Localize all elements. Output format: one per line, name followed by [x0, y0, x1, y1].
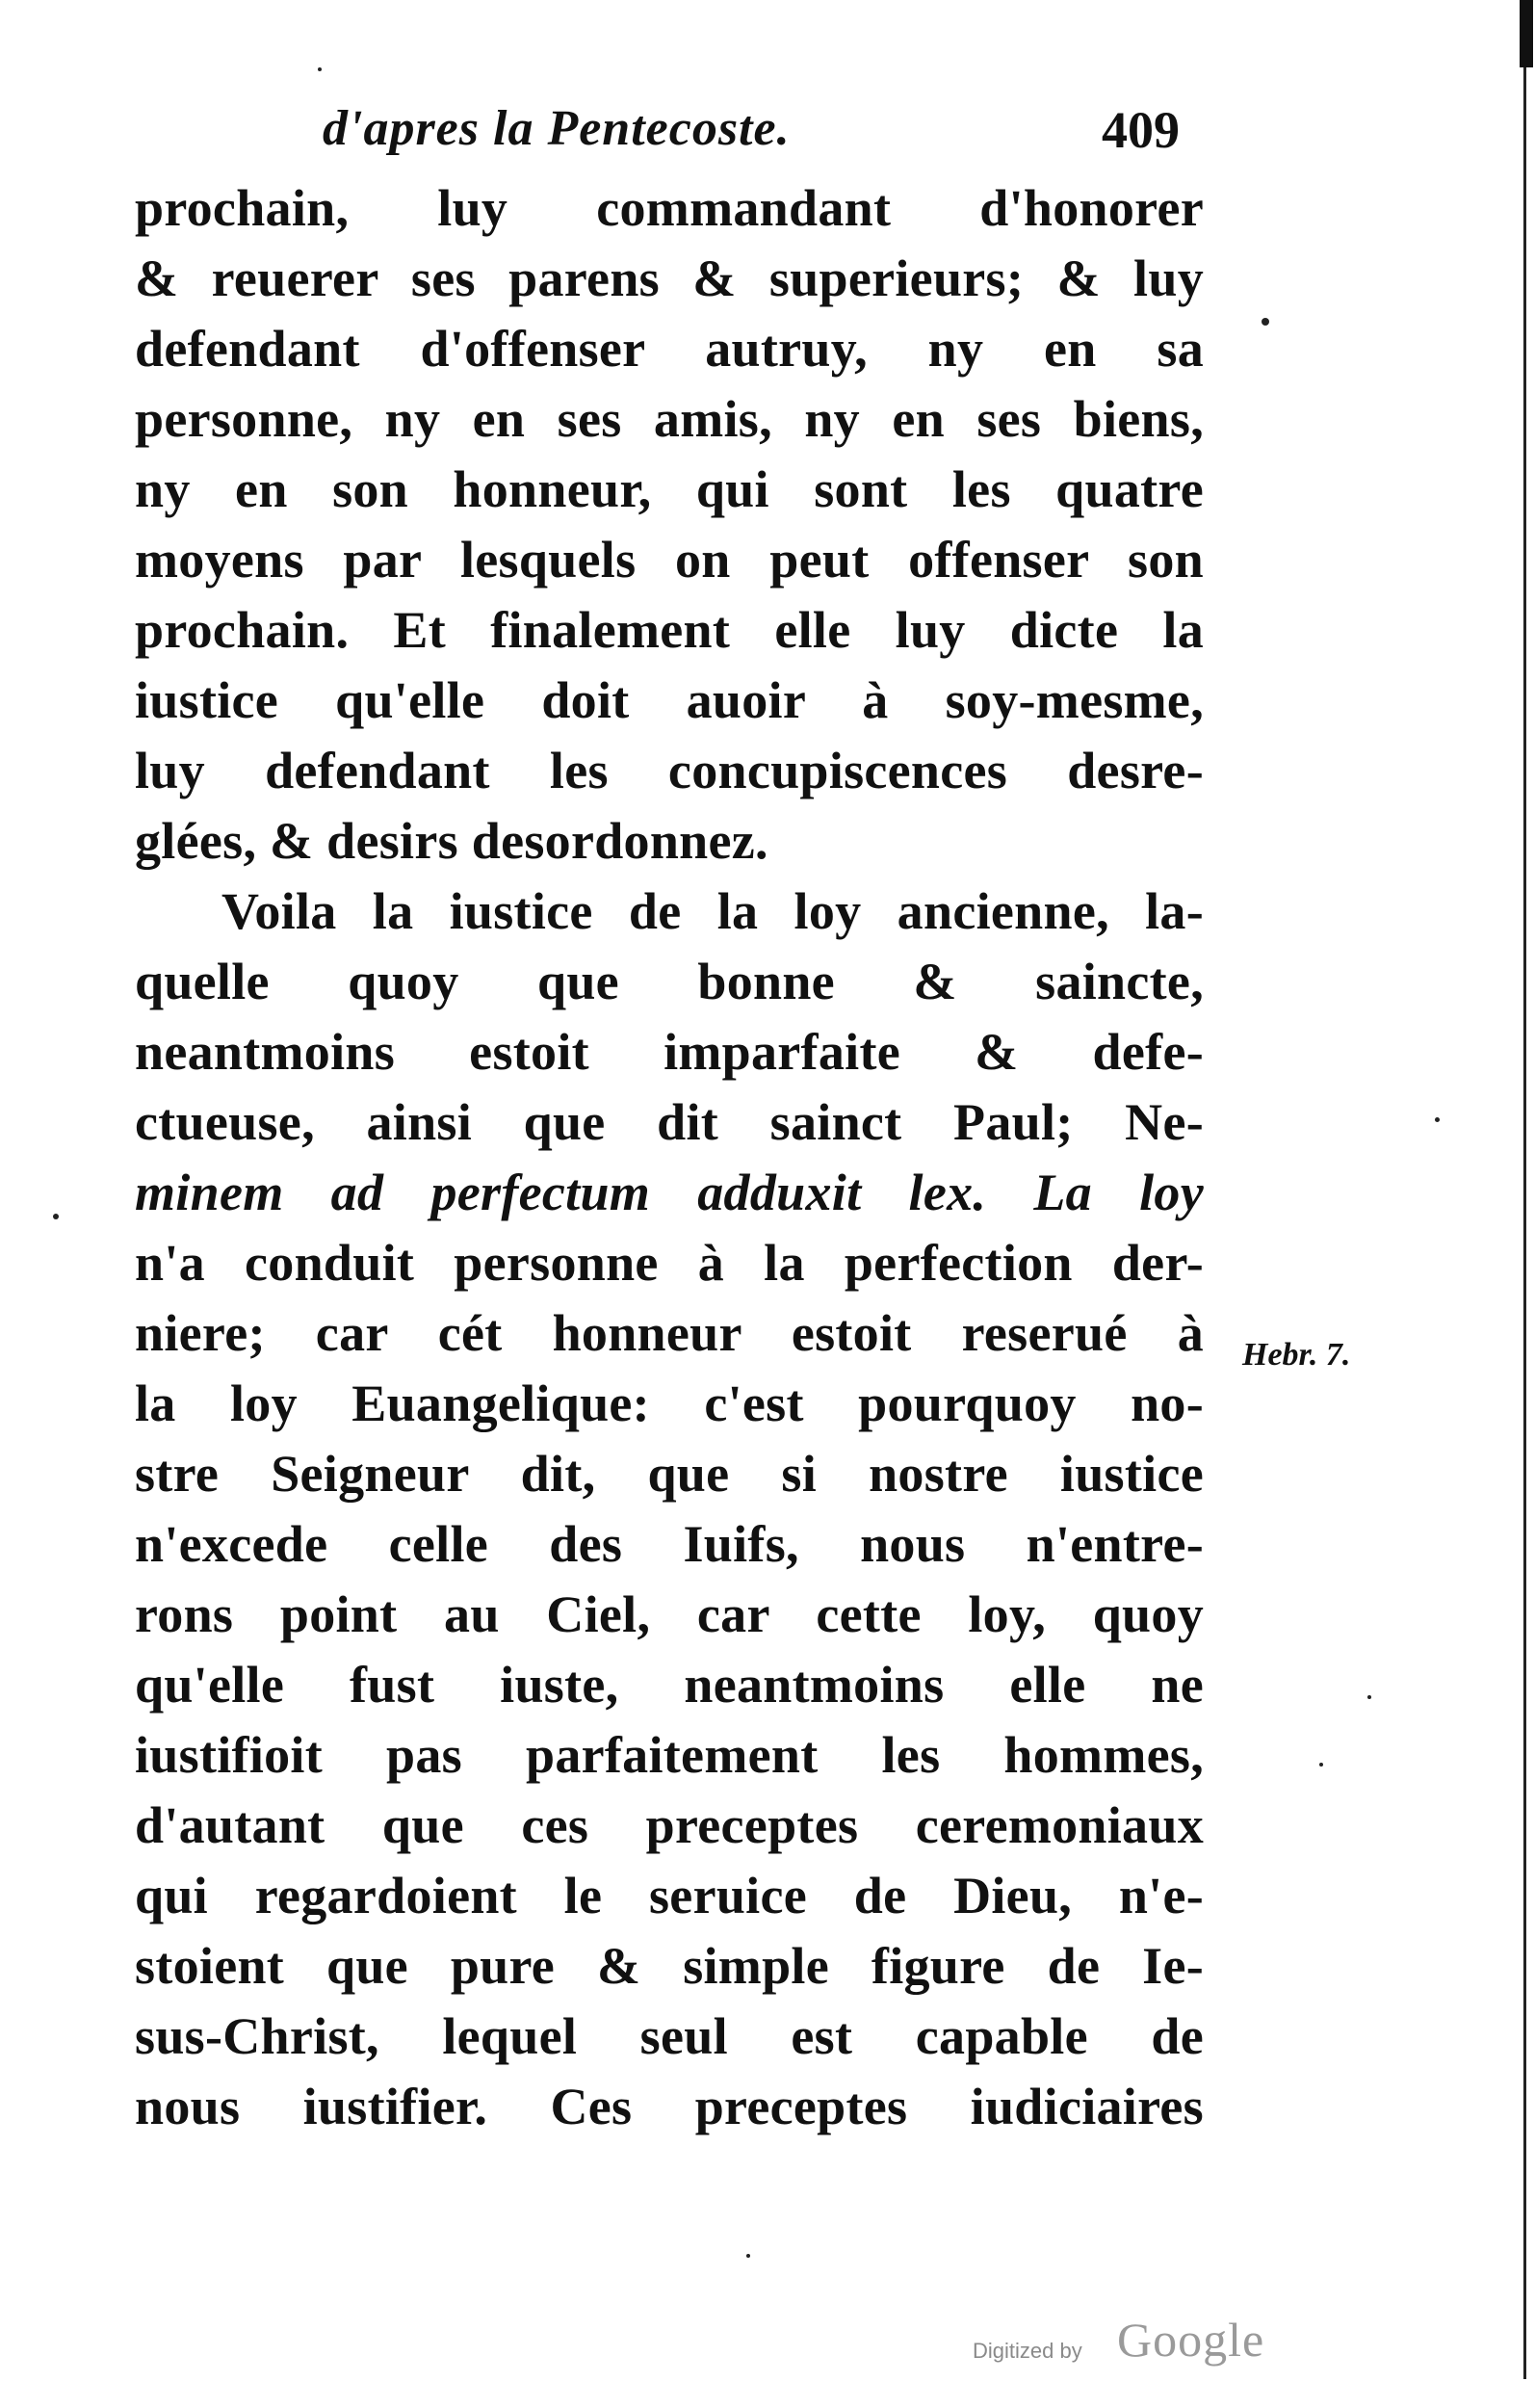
- text-line: stre Seigneur dit, que si nostre iustice: [135, 1445, 1204, 1503]
- text-line: la loy Euangelique: c'est pourquoy no-: [135, 1374, 1204, 1432]
- page-header: [255, 96, 1180, 164]
- body-text: [135, 173, 1204, 2142]
- text-line: niere; car cét honneur estoit reserué à: [135, 1304, 1204, 1362]
- text-line: sus-Christ, lequel seul est capable de: [135, 2007, 1204, 2065]
- text-line: qui regardoient le seruice de Dieu, n'e-: [135, 1867, 1204, 1924]
- watermark-small-text: Digitized by: [973, 2339, 1082, 2363]
- digitized-watermark: [973, 2312, 1290, 2369]
- scan-speck: [318, 67, 322, 71]
- scan-speck: [1367, 1695, 1371, 1699]
- text-line: iustice qu'elle doit auoir à soy-mesme,: [135, 671, 1204, 729]
- text-line: defendant d'offenser autruy, ny en sa: [135, 320, 1204, 378]
- watermark-brand-text: Google: [1117, 2313, 1265, 2367]
- text-line: & reuerer ses parens & superieurs; & luy: [135, 249, 1204, 307]
- page-edge-line: [1523, 67, 1526, 2379]
- text-line: n'excede celle des Iuifs, nous n'entre-: [135, 1515, 1204, 1573]
- text-line: d'autant que ces preceptes ceremoniaux: [135, 1796, 1204, 1854]
- text-line: rons point au Ciel, car cette loy, quoy: [135, 1585, 1204, 1643]
- margin-note: Hebr. 7.: [1242, 1337, 1351, 1373]
- text-line: iustifioit pas parfaitement les hommes,: [135, 1726, 1204, 1784]
- text-line: prochain. Et finalement elle luy dicte la: [135, 601, 1204, 659]
- text-line: neantmoins estoit imparfaite & defe-: [135, 1023, 1204, 1081]
- text-line: quelle quoy que bonne & saincte,: [135, 953, 1204, 1010]
- scan-speck: [1262, 318, 1269, 326]
- text-line: Voila la iustice de la loy ancienne, la-: [221, 882, 1204, 940]
- running-title: d'apres la Pentecoste.: [323, 101, 791, 156]
- text-line: minem ad perfectum adduxit lex. La loy: [135, 1164, 1204, 1221]
- text-line: moyens par lesquels on peut offenser son: [135, 531, 1204, 589]
- scan-speck: [53, 1214, 59, 1219]
- text-line: glées, & desirs desordonnez.: [135, 812, 768, 870]
- page-edge-shadow: [1520, 0, 1533, 67]
- text-line: prochain, luy commandant d'honorer: [135, 179, 1204, 237]
- text-line: qu'elle fust iuste, neantmoins elle ne: [135, 1656, 1204, 1714]
- text-line: stoient que pure & simple figure de Ie-: [135, 1937, 1204, 1995]
- text-line: nous iustifier. Ces preceptes iudiciaires: [135, 2078, 1204, 2135]
- scan-speck: [1319, 1763, 1323, 1767]
- scan-speck: [746, 2254, 750, 2258]
- page-number: 409: [1102, 101, 1180, 159]
- text-line: luy defendant les concupiscences desre-: [135, 742, 1204, 799]
- text-line: ctueuse, ainsi que dit sainct Paul; Ne-: [135, 1093, 1204, 1151]
- text-line: personne, ny en ses amis, ny en ses biens,: [135, 390, 1204, 448]
- text-line: ny en son honneur, qui sont les quatre: [135, 460, 1204, 518]
- scan-speck: [1435, 1117, 1440, 1122]
- text-line: n'a conduit personne à la perfection der-: [135, 1234, 1204, 1292]
